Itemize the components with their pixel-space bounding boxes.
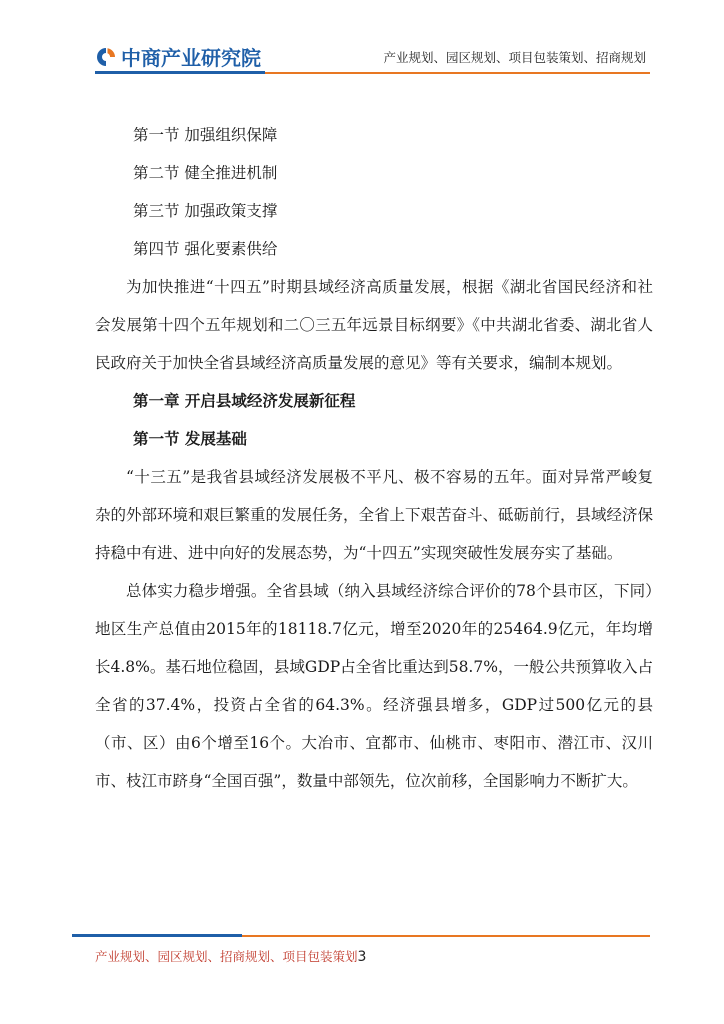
logo-text: 中商产业研究院 [121, 46, 261, 70]
logo-mark-icon [95, 46, 117, 68]
page-footer [95, 947, 366, 965]
chapter-title: 第一章 开启县域经济发展新征程 [133, 392, 356, 410]
footer-rule-blue [72, 934, 242, 937]
header-rule-blue [95, 71, 265, 74]
section-title: 第一节 发展基础 [133, 430, 247, 448]
footer-rule-orange [242, 935, 650, 937]
page-number: 3 [357, 949, 367, 965]
footer-tagline: 产业规划、园区规划、招商规划、项目包装策划 [95, 949, 358, 964]
body-paragraph: “十三五”是我省县域经济发展极不平凡、极不容易的五年。面对异常严峻复杂的外部环境和艰巨繁重的发展任务，全省上下艰苦奋斗、砥砺前行，县域经济保持稳中有进、进中向好的发展态势，为“十四五”实现突破性发展夯实了基础。 [95, 468, 654, 562]
toc-item: 第一节 加强组织保障 [133, 126, 278, 144]
toc-item: 第三节 加强政策支撑 [133, 202, 278, 220]
header-tagline: 产业规划、园区规划、项目包装策划、招商规划 [383, 50, 646, 65]
toc-item: 第二节 健全推进机制 [133, 164, 278, 182]
body-paragraph: 总体实力稳步增强。全省县域（纳入县域经济综合评价的78个县市区，下同）地区生产总值由2015年的18118.7亿元，增至2020年的25464.9亿元，年均增长4.8%。基石地位稳固，县域GDP占全省比重达到58.7%，一般公共预算收入占全省的37.4%，投资占全省的64.3%。经济强县增多，GDP过500亿元的县（市、区）由6个增至16个。大冶市、宜都市、仙桃市、枣阳市、潜江市、汉川市、枝江市跻身“全国百强”，数量中部领先，位次前移，全国影响力不断扩大。 [95, 582, 653, 790]
page-header [0, 0, 724, 80]
intro-paragraph: 为加快推进“十四五”时期县域经济高质量发展，根据《湖北省国民经济和社会发展第十四个五年规划和二〇三五年远景目标纲要》《中共湖北省委、湖北省人民政府关于加快全省县域经济高质量发展的意见》等有关要求，编制本规划。 [95, 278, 653, 372]
header-rule-orange [265, 72, 650, 74]
toc-item: 第四节 强化要素供给 [133, 240, 278, 258]
logo [95, 42, 261, 71]
document-body [95, 116, 653, 800]
